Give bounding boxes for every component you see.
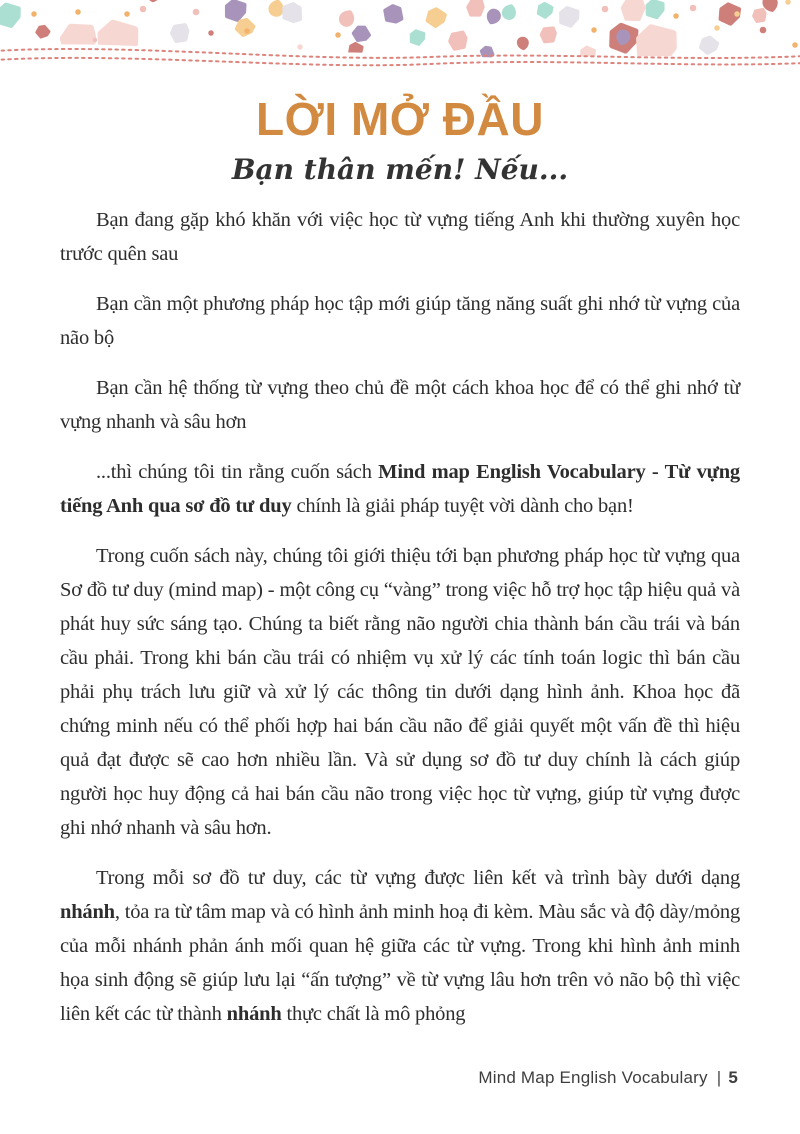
terrazzo-chip: [537, 2, 554, 19]
terrazzo-decoration-band: [0, 0, 800, 80]
terrazzo-chip: [269, 0, 283, 16]
terrazzo-chip: [193, 9, 200, 16]
text-run: ...thì chúng tôi tin rằng cuốn sách: [96, 460, 379, 483]
bold-text-run: Mind map English Vocabulary - Từ vựng tiếng Anh qua sơ đồ tư duy: [60, 460, 740, 517]
paragraph: [60, 371, 740, 439]
footer-page-number: 5: [728, 1068, 738, 1087]
text-run: Trong mỗi sơ đồ tư duy, các từ vựng được liên kết và trình bày dưới dạng: [96, 866, 740, 889]
terrazzo-chip: [792, 42, 798, 48]
terrazzo-chip: [297, 44, 303, 50]
page-footer: [478, 1068, 738, 1088]
paragraph: [60, 287, 740, 355]
terrazzo-chip: [517, 37, 528, 50]
text-run: Bạn đang gặp khó khăn với việc học từ vựng tiếng Anh khi thường xuyên học trước quên sau: [60, 208, 740, 265]
terrazzo-chip: [140, 6, 147, 13]
terrazzo-chip: [785, 0, 791, 5]
text-run: Bạn cần một phương pháp học tập mới giúp tăng năng suất ghi nhớ từ vựng của não bộ: [60, 292, 740, 349]
text-run: chính là giải pháp tuyệt vời dành cho bạn!: [291, 494, 634, 517]
terrazzo-chip: [335, 32, 341, 38]
terrazzo-chip: [486, 9, 501, 25]
terrazzo-chip: [425, 7, 446, 28]
terrazzo-chip: [31, 11, 37, 17]
preface-body: [60, 203, 740, 1031]
terrazzo-chip: [602, 6, 609, 13]
terrazzo-chip: [282, 3, 302, 23]
terrazzo-chip: [734, 11, 740, 17]
text-run: Trong cuốn sách này, chúng tôi giới thiệu tới bạn phương pháp học từ vựng qua Sơ đồ tư duy (mind map) - một công cụ “vàng” trong việc hỗ trợ học tập hiệu quả và phát huy sức sáng tạo. Chúng ta biết rằng não người chia thành bán cầu trái và bán cầu phải. Trong khi bán cầu trái có nhiệm vụ xử lý các tính toán logic thì bán cầu phải phụ trách lưu giữ và xử lý các thông tin dưới dạng hình ảnh. Khoa học đã chứng minh nếu có thể phối hợp hai bán cầu não để giải quyết một vấn đề thì hiệu quả đạt được sẽ cao hơn nhiều lần. Và sử dụng sơ đồ tư duy chính là cách giúp người học huy động cả hai bán cầu não trong việc học từ vựng, giúp từ vựng được ghi nhớ nhanh và sâu hơn.: [60, 544, 740, 839]
terrazzo-chip: [75, 9, 81, 15]
bold-text-run: nhánh: [60, 900, 115, 923]
text-run: Bạn cần hệ thống từ vựng theo chủ đề một cách khoa học để có thể ghi nhớ từ vựng nhanh và sâu hơn: [60, 376, 740, 433]
terrazzo-chip: [244, 28, 250, 34]
terrazzo-chip: [622, 0, 645, 21]
terrazzo-chip: [714, 25, 720, 31]
terrazzo-chip: [502, 4, 516, 20]
text-run: , tỏa ra từ tâm map và có hình ảnh minh hoạ đi kèm. Màu sắc và độ dày/mỏng của mỗi nhánh phản ánh mối quan hệ giữa các từ vựng. Trong khi hình ảnh minh họa sinh động sẽ giúp lưu lại “ấn tượng” về từ vựng lâu hơn trên vỏ não bộ thì việc liên kết các từ thành: [60, 900, 740, 1025]
terrazzo-chip: [699, 35, 719, 55]
terrazzo-chip: [448, 31, 469, 52]
text-run: thực chất là mô phỏng: [281, 1002, 466, 1025]
terrazzo-chip: [170, 23, 190, 43]
paragraph: [60, 539, 740, 845]
paragraph: [60, 455, 740, 523]
terrazzo-chip: [467, 0, 484, 17]
paragraph: [60, 861, 740, 1031]
footer-book-title: Mind Map English Vocabulary: [478, 1068, 708, 1087]
footer-separator: |: [716, 1068, 722, 1087]
paragraph: [60, 203, 740, 271]
terrazzo-chip: [559, 7, 579, 27]
terrazzo-chip: [540, 26, 557, 43]
terrazzo-chip: [93, 38, 97, 42]
bold-text-run: nhánh: [226, 1002, 282, 1025]
terrazzo-chip: [410, 30, 425, 45]
terrazzo-chip: [208, 30, 214, 36]
terrazzo-chip: [673, 13, 679, 19]
band-wave-edge: [0, 44, 800, 80]
terrazzo-chip: [124, 11, 130, 17]
page-subtitle: Bạn thân mến! Nếu...: [231, 152, 569, 186]
terrazzo-chip: [35, 24, 50, 39]
page-title: LỜI MỞ ĐẦU: [256, 93, 544, 145]
terrazzo-chip: [351, 24, 371, 44]
terrazzo-chip: [760, 27, 767, 34]
terrazzo-chip: [0, 4, 20, 27]
terrazzo-chip: [646, 0, 664, 18]
terrazzo-chip: [591, 27, 597, 33]
terrazzo-chip: [690, 5, 697, 12]
terrazzo-chip: [225, 0, 246, 21]
preface-content: [60, 80, 740, 1047]
terrazzo-chip: [752, 8, 767, 23]
terrazzo-chip: [383, 4, 404, 25]
terrazzo-chip: [338, 9, 355, 27]
